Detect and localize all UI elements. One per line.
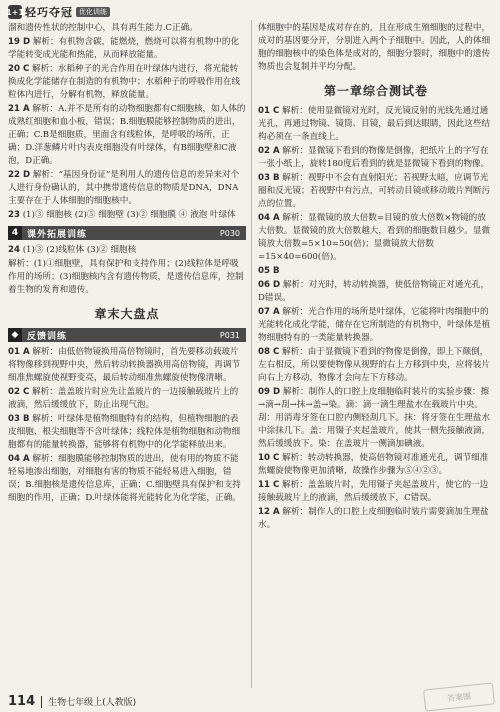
test-answer-06 (258, 279, 494, 305)
answer-number: 01 A (8, 347, 30, 357)
answer-number: 07 A (258, 307, 280, 317)
feedback-answer-02 (8, 386, 246, 412)
test-answer-03 (258, 172, 494, 211)
answer-text: 解析：水稻种子的光合作用在叶绿体内进行，将光能转换成化学能储存在制造的有机物中；水稻种子的呼吸作用在线粒体内进行，分解有机物，释放能量。 (8, 64, 241, 100)
answer-number: 06 D (258, 280, 281, 290)
answer-text: 解析：有机物含碳，能燃烧，燃烧可以将有机物中的化学能转变成光能和热能，从而释放能量。 (8, 37, 240, 60)
answer-number: 19 D (8, 37, 31, 47)
answer-number: 02 A (258, 146, 280, 156)
answer-number: 04 A (8, 454, 30, 464)
answer-text: 解析：制作人的口腔上皮细胞临时装片需要滴加生理盐水。 (258, 507, 489, 530)
answer-number: 23 (8, 210, 20, 220)
answer-text: 解析：由低倍物镜换用高倍物镜时，首先要移动载玻片将物像移到视野中央，然后转动转换器换用高倍物镜，再调节细准焦螺旋使视野变亮，最后转动细准焦螺旋使物像清晰。 (8, 347, 241, 383)
answer-text: 解析：显微镜的放大倍数=目镜的放大倍数×物镜的放大倍数。显微镜的放大倍数越大，看到的细胞数目越少。显微镜放大倍数=5×10=50(倍)；显微镜放大倍数=15×40=600(倍)。 (258, 213, 491, 262)
section-banner-extension (8, 226, 246, 240)
answer-text: 体细胞中的基因是成对存在的，且在形成生殖细胞的过程中，成对的基因要分开，分别进入两个子细胞中。因此，人的体细胞的细胞核中的染色体是成对的，细胞分裂时，细胞中的遗传物质也会复制并平均分配。 (258, 23, 491, 72)
answer-number: 24 (8, 245, 20, 255)
brand-tag: 优化训练 (76, 7, 110, 17)
banner-icon: ◆ (8, 328, 22, 342)
page-number: 114 (8, 694, 36, 709)
left-intro-line (8, 22, 246, 35)
answer-22 (8, 169, 246, 208)
answer-text: (1)③ 细胞核 (2)⑤ 细胞壁 (3)② 细胞膜 ④ 液泡 叶绿体 (22, 210, 236, 220)
test-answer-07 (258, 306, 494, 345)
test-answer-01 (258, 105, 494, 144)
answer-21 (8, 103, 246, 168)
answer-number: 20 C (8, 64, 30, 74)
answer-text: 解析：A.并不是所有的动物细胞都有C细胞核，如人体的成熟红细胞和血小板，错误；B.细胞膜能够控制物质的进出，正确；C.B是细胞质，里面含有线粒体，是呼吸的场所，正确；D.洋葱鳞片叶内表皮细胞没有叶绿体，有B细胞壁和C液泡，D正确。 (8, 104, 246, 166)
section-banner-feedback (8, 328, 246, 342)
test-answer-10 (258, 452, 494, 478)
answer-text: 解析：光合作用的场所是叶绿体，它能将叶肉细胞中的光能转化成化学能，储存在它所制造的有机物中，叶绿体是植物细胞特有的一类能量转换器。 (258, 307, 491, 343)
page-footer (8, 694, 136, 709)
answer-24 (8, 244, 246, 257)
brand-logo-icon: 1+1 (8, 5, 22, 19)
answer-number: 03 B (258, 173, 280, 183)
banner-title: 反馈训练 (27, 331, 68, 342)
test-answer-12 (258, 506, 494, 532)
answer-text: 解析：视野中不会有直射阳光；若视野太暗，应调节光圈和反光镜；若视野中有污点，可转动目镜或移动玻片判断污点的位置。 (258, 173, 491, 209)
answer-19 (8, 36, 246, 62)
chapter-summary-title: 章末大盘点 (94, 307, 160, 321)
answer-number: 09 D (258, 387, 281, 397)
book-title: 生物七年级上(人教版) (48, 698, 137, 708)
feedback-answer-03 (8, 413, 246, 452)
footer-divider (41, 696, 42, 708)
answer-23 (8, 209, 246, 222)
answer-text: 解析：显微镜下看到的物像是倒像，把纸片上的字写在一张小纸上，旋转180度后看到的就是显微镜下看到的物像。 (258, 146, 490, 169)
left-column (8, 22, 246, 506)
answer-number: 08 C (258, 347, 280, 357)
test-answer-09 (258, 386, 494, 451)
answer-text: 解析：盖盖玻片时，先用镊子夹起盖玻片，使它的一边接触载玻片上的液滴，然后缓缓放下，C错误。 (258, 480, 489, 503)
answer-number: 01 C (258, 106, 280, 116)
answer-text: 解析：由于显微镜下看到的物像是倒像，即上下颠倒，左右相反，所以要使物像从视野的右上方移到中央，应将装片向右上方移动，物像才会向左下方移动。 (258, 347, 491, 383)
answer-text: 解析：制作人的口腔上皮细胞临时装片的实验步骤：擦→滴→刮→抹→盖→染。滴：滴一滴生理盐水在载玻片中央。刮：用消毒牙签在口腔内侧轻刮几下。抹：将牙签在生理盐水中涂抹几下。盖：用镊子夹起盖玻片，使其一侧先接触液滴，然后缓缓放下。染：在盖玻片一侧滴加碘液。 (258, 387, 491, 449)
answer-text: 解析：(1)①细胞壁，具有保护和支持作用；(2)线粒体是呼吸作用的场所；(3)细胞核内含有遗传物质，是遗传信息库，控制着生物的发育和遗传。 (8, 259, 244, 295)
answer-24-analysis (8, 258, 246, 297)
banner-page-ref: P031 (219, 330, 240, 340)
feedback-answer-01 (8, 346, 246, 385)
banner-page-ref: P030 (219, 228, 240, 238)
answer-text: (1)③ (2)线粒体 (3)② 细胞核 (22, 245, 137, 255)
answer-text: 解析：盖盖玻片时应先让盖玻片的一边接触载玻片上的液滴，然后缓缓放下，防止出现气泡。 (8, 387, 239, 410)
answer-number: 04 A (258, 213, 280, 223)
brand-name: 轻巧夺冠 (25, 6, 73, 19)
answer-number: 02 C (8, 387, 30, 397)
answer-number: 03 B (8, 414, 30, 424)
banner-number: 4 (8, 226, 22, 240)
feedback-answer-04 (8, 453, 246, 505)
answer-number: 21 A (8, 104, 30, 114)
right-column (258, 22, 494, 533)
column-divider (251, 20, 252, 688)
answer-text: 解析：叶绿体是植物细胞特有的结构，但植物细胞的表皮细胞、根尖细胞等不含叶绿体；线粒体是植物细胞和动物细胞都有的能量转换器，能够将有机物中的化学能释放出来。 (8, 414, 241, 450)
answer-20 (8, 63, 246, 102)
test-answer-04 (258, 212, 494, 264)
watermark-stamp: 答案圈 (423, 682, 495, 711)
answer-number: 22 D (8, 170, 31, 180)
answer-number: 05 B (258, 266, 280, 276)
answer-text: 解析：转动转换器，使高倍物镜对准通光孔，调节细准焦螺旋使物像更加清晰，故操作步骤为⑤④②③。 (258, 453, 489, 476)
answer-text: 解析：对光时，转动转换器，使低倍物镜正对通光孔，D错误。 (258, 280, 490, 303)
test-answer-05 (258, 265, 494, 278)
banner-title: 课外拓展训练 (27, 229, 88, 240)
answer-text: 解析：“基因身份证”是利用人的遗传信息的差异来对个人进行身份确认的，其中携带遗传信息的物质是DNA，DNA主要存在于人体细胞的细胞核中。 (8, 170, 240, 206)
answer-number: 10 C (258, 453, 280, 463)
right-intro-line (258, 22, 494, 74)
test-answer-02 (258, 145, 494, 171)
answer-number: 11 C (258, 480, 280, 490)
answer-number: 12 A (258, 507, 280, 517)
test-title: 第一章综合测试卷 (323, 84, 428, 98)
answer-text: 溜和遗传性状的控制中心，具有再生能力.C正确。 (8, 23, 198, 33)
answer-text: 解析：细胞膜能够控制物质的进出，使有用的物质不能轻易地渗出细胞，对细胞有害的物质不能轻易进入细胞，错误；B.细胞核是遗传信息库，正确；C.细胞壁具有保护和支持细胞的作用，正确；D.叶绿体能将光能转化为化学能，正确。 (8, 454, 241, 503)
brand-header (8, 4, 110, 20)
test-answer-08 (258, 346, 494, 385)
answer-text: 解析：使用显微镜对光时，反光镜反射的光线先通过通光孔，再通过物镜、镜筒、目镜，最后到达眼睛，因此这些结构必须在一条直线上。 (258, 106, 491, 142)
test-answer-11 (258, 479, 494, 505)
